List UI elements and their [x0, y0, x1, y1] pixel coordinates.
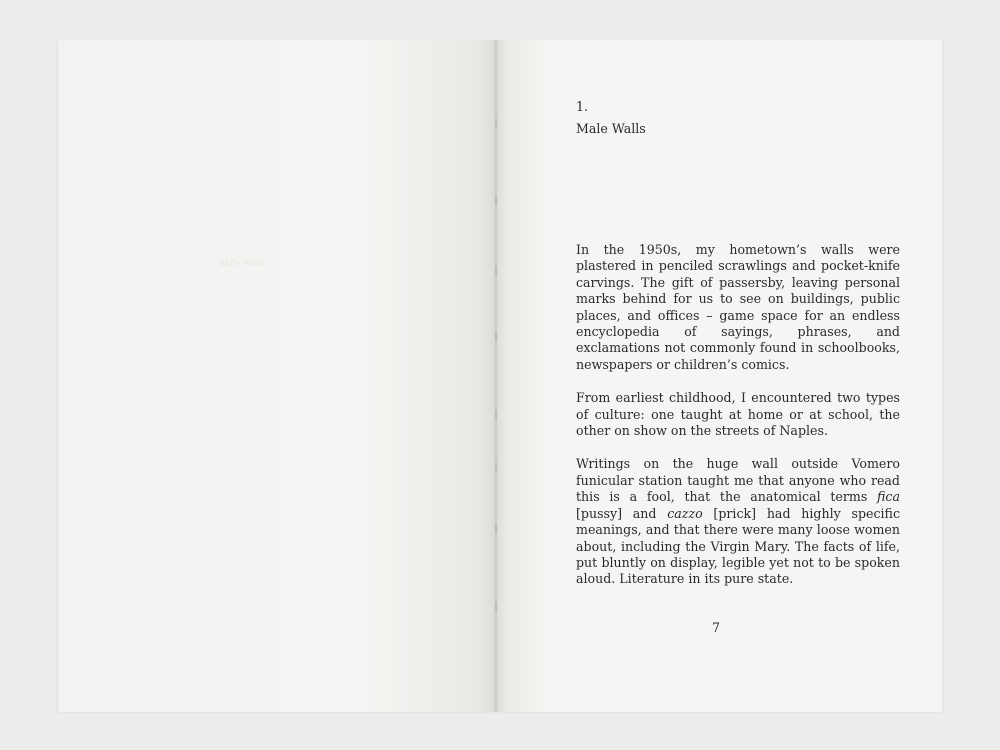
binding-stitch [495, 462, 497, 471]
left-page [58, 40, 495, 712]
paragraph-2: From earliest childhood, I encountered two types of culture: one taught at home or at school, the other on show on the streets of Naples. [576, 390, 900, 439]
italic-term-cazzo: cazzo [667, 505, 703, 521]
paragraph-3 [576, 456, 900, 587]
paragraph-3-text: Writings on the huge wall outside Vomero funicular station taught me that anyone who read this is a fool, that the anatomical terms [576, 456, 900, 505]
binding-stitch [495, 266, 497, 275]
page-number: 7 [711, 620, 720, 635]
paragraph-3-text: [pussy] and [576, 505, 668, 521]
chapter-number: 1. [576, 99, 589, 114]
chapter-text [576, 96, 900, 588]
binding-stitch [495, 524, 497, 533]
book-gutter [494, 40, 498, 712]
binding-stitch [495, 602, 497, 611]
left-page-show-through-text: Male Walls [220, 258, 266, 268]
paragraph-3-text: [prick] had highly specific meanings, and that there were many loose women about, including the Virgin Mary. The facts of life, put bluntly on display, legible yet not to be spoken aloud. Literature in its pure state. [576, 505, 900, 587]
binding-stitch [495, 410, 497, 419]
binding-stitch [495, 196, 497, 205]
chapter-title: Male Walls [576, 121, 646, 136]
binding-stitch [495, 332, 497, 341]
binding-stitch [495, 118, 497, 127]
paragraph-1: In the 1950s, my hometown’s walls were plastered in penciled scrawlings and pocket-knife carvings. The gift of passersby, leaving personal marks behind for us to see on buildings, public places, and offices – game space for an endless encyclopedia of sayings, phrases, and exclamations not commonly found in schoolbooks, newspapers or children’s comics. [576, 242, 900, 372]
italic-term-fica: fica [877, 489, 900, 505]
